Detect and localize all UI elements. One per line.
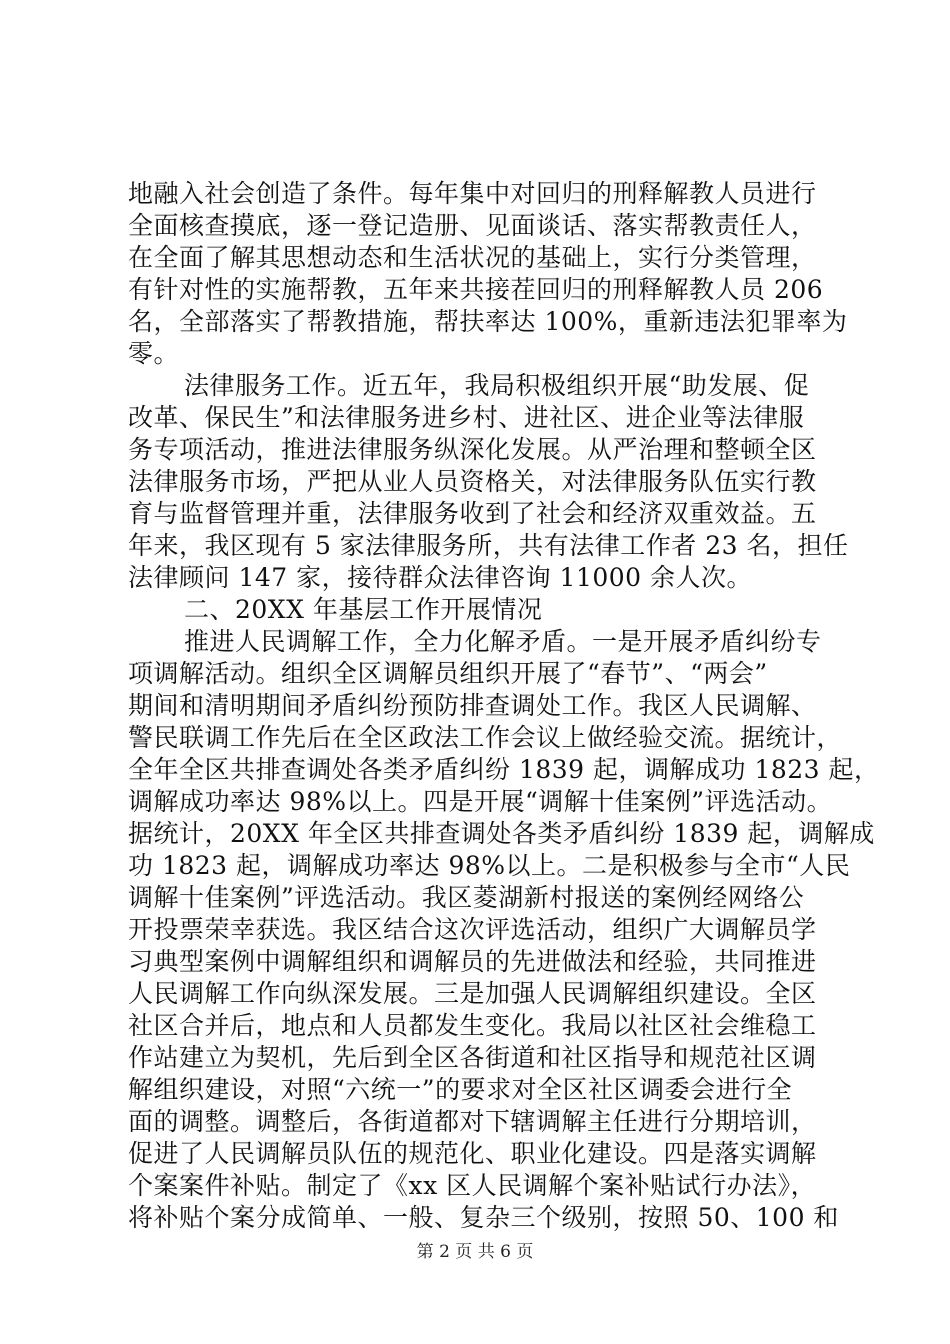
page-footer: 第 2 页 共 6 页 bbox=[416, 1242, 534, 1262]
text-line: 促进了人民调解员队伍的规范化、职业化建设。四是落实调解 bbox=[128, 1139, 817, 1168]
text-line: 功 1823 起，调解成功率达 98%以上。二是积极参与全市“人民 bbox=[128, 851, 851, 880]
text-line: 项调解活动。组织全区调解员组织开展了“春节”、“两会” bbox=[128, 659, 768, 688]
text-line: 开投票荣幸获选。我区结合这次评选活动，组织广大调解员学 bbox=[128, 915, 817, 944]
text-line: 面的调整。调整后，各街道都对下辖调解主任进行分期培训， bbox=[128, 1107, 817, 1136]
text-line: 解组织建设，对照“六统一”的要求对全区社区调委会进行全 bbox=[128, 1075, 793, 1104]
document-body bbox=[128, 178, 880, 1234]
text-line: 年来，我区现有 5 家法律服务所，共有法律工作者 23 名，担任 bbox=[128, 531, 849, 560]
text-line: 期间和清明期间矛盾纠纷预防排查调处工作。我区人民调解、 bbox=[128, 691, 817, 720]
text-line: 法律服务市场，严把从业人员资格关，对法律服务队伍实行教 bbox=[128, 467, 817, 496]
text-line: 习典型案例中调解组织和调解员的先进做法和经验，共同推进 bbox=[128, 947, 817, 976]
text-line: 名，全部落实了帮教措施，帮扶率达 100%，重新违法犯罪率为 bbox=[128, 307, 848, 336]
text-line: 务专项活动，推进法律服务纵深化发展。从严治理和整顿全区 bbox=[128, 435, 817, 464]
text-line: 调解成功率达 98%以上。四是开展“调解十佳案例”评选活动。 bbox=[128, 787, 833, 816]
text-line: 地融入社会创造了条件。每年集中对回归的刑释解教人员进行 bbox=[128, 179, 817, 208]
text-line: 全年全区共排查调处各类矛盾纠纷 1839 起，调解成功 1823 起， bbox=[128, 755, 880, 784]
text-line: 二、20XX 年基层工作开展情况 bbox=[184, 595, 543, 624]
text-line: 将补贴个案分成简单、一般、复杂三个级别，按照 50、100 和 bbox=[128, 1203, 839, 1232]
text-line: 社区合并后，地点和人员都发生变化。我局以社区社会维稳工 bbox=[128, 1011, 817, 1040]
text-line: 法律服务工作。近五年，我局积极组织开展“助发展、促 bbox=[184, 371, 810, 400]
text-line: 有针对性的实施帮教，五年来共接茬回归的刑释解教人员 206 bbox=[128, 275, 824, 304]
text-line: 在全面了解其思想动态和生活状况的基础上，实行分类管理， bbox=[128, 243, 817, 272]
text-line: 法律顾问 147 家，接待群众法律咨询 11000 余人次。 bbox=[128, 563, 753, 592]
text-line: 改革、保民生”和法律服务进乡村、进社区、进企业等法律服 bbox=[128, 403, 805, 432]
text-line: 推进人民调解工作，全力化解矛盾。一是开展矛盾纠纷专 bbox=[184, 627, 822, 656]
text-line: 据统计，20XX 年全区共排查调处各类矛盾纠纷 1839 起，调解成 bbox=[128, 819, 875, 848]
text-line: 调解十佳案例”评选活动。我区菱湖新村报送的案例经网络公 bbox=[128, 883, 805, 912]
text-line: 警民联调工作先后在全区政法工作会议上做经验交流。据统计， bbox=[128, 723, 843, 752]
text-line: 人民调解工作向纵深发展。三是加强人民调解组织建设。全区 bbox=[128, 979, 817, 1008]
text-line: 个案案件补贴。制定了《xx 区人民调解个案补贴试行办法》， bbox=[128, 1171, 817, 1200]
text-line: 育与监督管理并重，法律服务收到了社会和经济双重效益。五 bbox=[128, 499, 817, 528]
text-line: 零。 bbox=[128, 339, 180, 368]
text-line: 作站建立为契机，先后到全区各街道和社区指导和规范社区调 bbox=[128, 1043, 817, 1072]
text-line: 全面核查摸底，逐一登记造册、见面谈话、落实帮教责任人， bbox=[128, 211, 817, 240]
